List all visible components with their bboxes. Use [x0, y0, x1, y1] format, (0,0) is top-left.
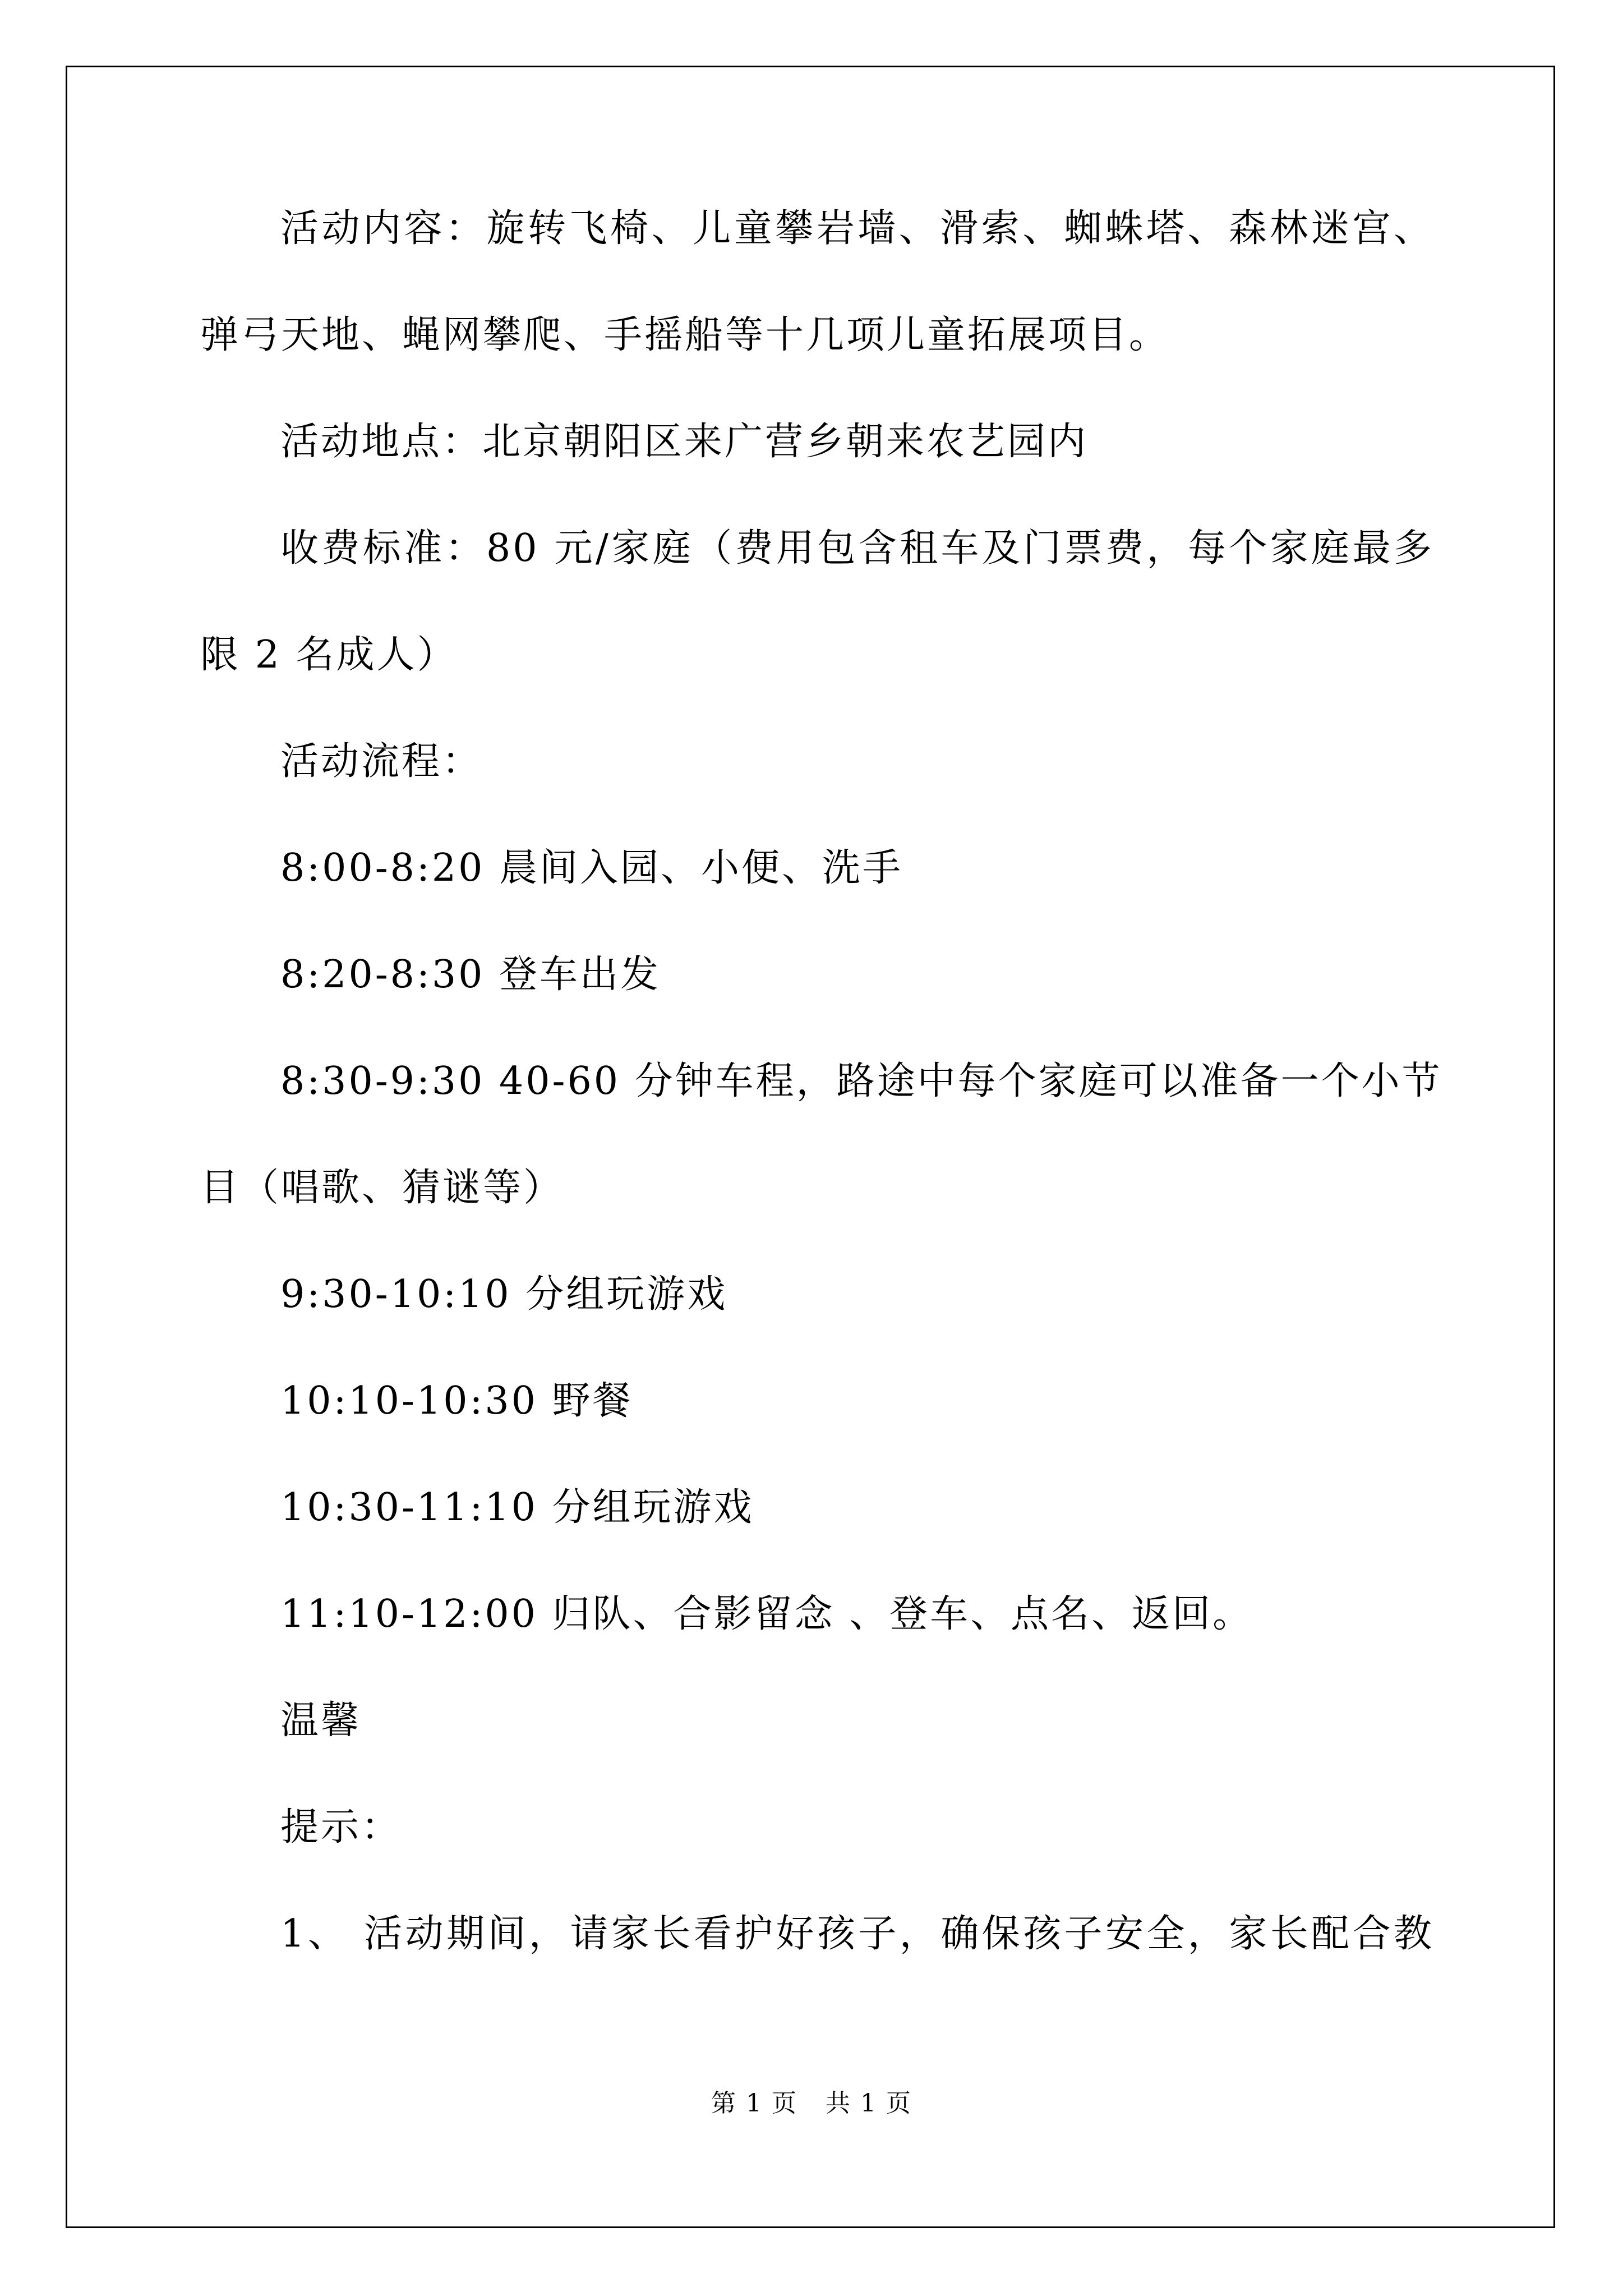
- paragraph-activity-location: 活动地点：北京朝阳区来广营乡朝来农艺园内: [280, 420, 1089, 464]
- paragraph-fee-line-1: 收费标准：80 元/家庭（费用包含租车及门票费，每个家庭最多: [280, 526, 1434, 570]
- page-number-current: 第 1 页: [711, 2089, 797, 2118]
- paragraph-activity-content-line-2: 弹弓天地、蝇网攀爬、手摇船等十几项儿童拓展项目。: [200, 313, 1170, 357]
- tip-item-1: 1、 活动期间，请家长看护好孩子，确保孩子安全，家长配合教: [280, 1912, 1434, 1956]
- heading-activity-schedule: 活动流程：: [280, 739, 483, 784]
- page-footer: [0, 2087, 1623, 2120]
- heading-tips-part-2: 提示：: [280, 1805, 402, 1849]
- document-body: [200, 202, 1442, 2014]
- schedule-item-5: 10:10-10:30 野餐: [280, 1379, 633, 1423]
- paragraph-fee-line-2: 限 2 名成人）: [200, 633, 458, 677]
- paragraph-activity-content-line-1: 活动内容：旋转飞椅、儿童攀岩墙、滑索、蜘蛛塔、森林迷宫、: [280, 206, 1434, 251]
- schedule-item-4: 9:30-10:10 分组玩游戏: [280, 1272, 728, 1317]
- schedule-item-7: 11:10-12:00 归队、合影留念 、登车、点名、返回。: [280, 1592, 1253, 1636]
- schedule-item-1: 8:00-8:20 晨间入园、小便、洗手: [280, 846, 903, 890]
- page-number-total: 共 1 页: [826, 2089, 912, 2118]
- schedule-item-6: 10:30-11:10 分组玩游戏: [280, 1485, 754, 1530]
- schedule-item-3-line-1: 8:30-9:30 40-60 分钟车程，路途中每个家庭可以准备一个小节: [280, 1059, 1442, 1103]
- heading-tips-part-1: 温馨: [280, 1699, 362, 1743]
- schedule-item-2: 8:20-8:30 登车出发: [280, 953, 661, 997]
- schedule-item-3-line-2: 目（唱歌、猜谜等）: [200, 1166, 564, 1210]
